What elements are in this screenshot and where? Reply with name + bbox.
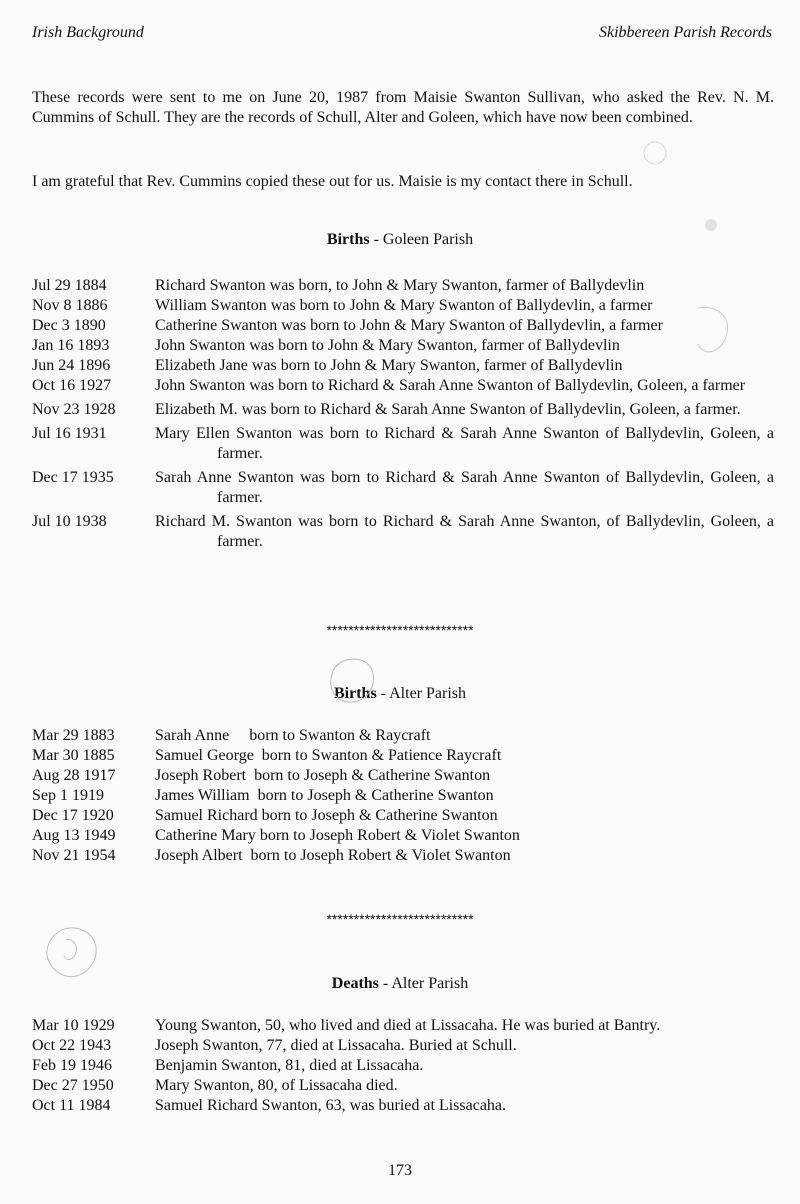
- list-item: [32, 316, 774, 336]
- list-item: [32, 1076, 774, 1096]
- alter-deaths-list: [32, 1016, 774, 1116]
- record-text: Joseph Robert born to Joseph & Catherine Swanton: [155, 767, 491, 784]
- record-text: Catherine Mary born to Joseph Robert & Violet Swanton: [155, 827, 520, 844]
- record-date: Aug 28 1917: [32, 767, 116, 784]
- record-text: Elizabeth Jane was born to John & Mary Swanton, farmer of Ballydevlin: [155, 357, 623, 374]
- record-text: Young Swanton, 50, who lived and died at Lissacaha. He was buried at Bantry.: [155, 1017, 661, 1034]
- list-item: [32, 806, 774, 826]
- record-date: Sep 1 1919: [32, 787, 104, 804]
- smudge-mark: [640, 138, 670, 168]
- record-text: Samuel George born to Swanton & Patience Raycraft: [155, 747, 502, 764]
- record-date: Jul 16 1931: [32, 425, 107, 442]
- intro-paragraph-2: [32, 172, 774, 192]
- list-item: [32, 296, 774, 316]
- section-title-rest: - Goleen Parish: [369, 231, 474, 248]
- record-date: Oct 22 1943: [32, 1037, 112, 1054]
- record-text: Mary Ellen Swanton was born to Richard & Sarah Anne Swanton of Ballydevlin, Goleen, a farmer.: [155, 425, 774, 462]
- list-item: [32, 786, 774, 806]
- record-date: Mar 29 1883: [32, 727, 115, 744]
- list-item: [32, 746, 774, 766]
- list-item: [32, 726, 774, 746]
- intro-text-1: These records were sent to me on June 20, 1987 from Maisie Swanton Sullivan, who asked the Rev. N. M. Cummins of Schull. They are the records of Schull, Alter and Goleen, which have now been combined.: [32, 89, 774, 126]
- record-date: Aug 13 1949: [32, 827, 116, 844]
- record-date: Mar 10 1929: [32, 1017, 115, 1034]
- record-text: John Swanton was born to John & Mary Swanton, farmer of Ballydevlin: [155, 337, 620, 354]
- goleen-births-list: [32, 276, 774, 552]
- section-title-goleen-births: [0, 231, 800, 249]
- section-title-alter-births: [0, 685, 800, 703]
- record-text: Joseph Swanton, 77, died at Lissacaha. Buried at Schull.: [155, 1037, 517, 1054]
- list-item: [32, 1016, 774, 1036]
- record-text: Samuel Richard Swanton, 63, was buried at Lissacaha.: [155, 1097, 507, 1114]
- record-text: Mary Swanton, 80, of Lissacaha died.: [155, 1077, 398, 1094]
- record-date: Dec 17 1935: [32, 469, 114, 486]
- separator-stars-2: ***************************: [326, 911, 474, 927]
- list-item: [32, 468, 774, 508]
- list-item: [32, 1036, 774, 1056]
- list-item: [32, 826, 774, 846]
- record-text: Elizabeth M. was born to Richard & Sarah Anne Swanton of Ballydevlin, Goleen, a farmer.: [155, 401, 741, 418]
- alter-births-list: [32, 726, 774, 866]
- section-title-bold: Births: [326, 231, 370, 248]
- record-date: Dec 3 1890: [32, 317, 106, 334]
- section-title-alter-deaths: [0, 975, 800, 993]
- record-text: Sarah Anne born to Swanton & Raycraft: [155, 727, 431, 744]
- list-item: [32, 846, 774, 866]
- list-item: [32, 400, 774, 420]
- record-text: Samuel Richard born to Joseph & Catherine Swanton: [155, 807, 498, 824]
- record-date: Feb 19 1946: [32, 1057, 112, 1074]
- record-text: James William born to Joseph & Catherine Swanton: [155, 787, 494, 804]
- intro-paragraph-1: [32, 88, 774, 128]
- record-text: Sarah Anne Swanton was born to Richard & Sarah Anne Swanton of Ballydevlin, Goleen, a farmer.: [155, 469, 774, 506]
- list-item: [32, 336, 774, 356]
- section-title-rest: - Alter Parish: [378, 975, 469, 992]
- separator-stars-1: ***************************: [326, 622, 474, 638]
- list-item: [32, 376, 774, 396]
- record-date: Nov 8 1886: [32, 297, 108, 314]
- record-text: Joseph Albert born to Joseph Robert & Violet Swanton: [155, 847, 511, 864]
- record-date: Jan 16 1893: [32, 337, 110, 354]
- record-text: William Swanton was born to John & Mary Swanton of Ballydevlin, a farmer: [155, 297, 653, 314]
- list-item: [32, 1096, 774, 1116]
- page-number: 173: [388, 1162, 412, 1179]
- record-text: Richard Swanton was born, to John & Mary Swanton, farmer of Ballydevlin: [155, 277, 645, 294]
- section-title-bold: Deaths: [331, 975, 379, 992]
- record-date: Nov 21 1954: [32, 847, 116, 864]
- header-right: Skibbereen Parish Records: [599, 24, 772, 41]
- record-date: Jul 29 1884: [32, 277, 107, 294]
- record-date: Jul 10 1938: [32, 513, 107, 530]
- list-item: [32, 356, 774, 376]
- intro-text-2: I am grateful that Rev. Cummins copied these out for us. Maisie is my contact there in Schull.: [32, 173, 633, 190]
- record-date: Nov 23 1928: [32, 401, 116, 418]
- record-text: Richard M. Swanton was born to Richard & Sarah Anne Swanton, of Ballydevlin, Goleen, a farmer.: [155, 513, 774, 550]
- record-text: John Swanton was born to Richard & Sarah Anne Swanton of Ballydevlin, Goleen, a farmer: [155, 377, 746, 394]
- record-text: Benjamin Swanton, 81, died at Lissacaha.: [155, 1057, 424, 1074]
- header-left: Irish Background: [32, 24, 144, 41]
- list-item: [32, 424, 774, 464]
- list-item: [32, 276, 774, 296]
- page-header: [32, 24, 772, 42]
- record-date: Oct 16 1927: [32, 377, 112, 394]
- record-date: Mar 30 1885: [32, 747, 115, 764]
- list-item: [32, 512, 774, 552]
- list-item: [32, 766, 774, 786]
- record-date: Dec 27 1950: [32, 1077, 114, 1094]
- record-date: Dec 17 1920: [32, 807, 114, 824]
- record-date: Jun 24 1896: [32, 357, 111, 374]
- record-date: Oct 11 1984: [32, 1097, 111, 1114]
- record-text: Catherine Swanton was born to John & Mary Swanton of Ballydevlin, a farmer: [155, 317, 663, 334]
- section-title-bold: Births: [334, 685, 377, 702]
- list-item: [32, 1056, 774, 1076]
- section-title-rest: - Alter Parish: [376, 685, 466, 702]
